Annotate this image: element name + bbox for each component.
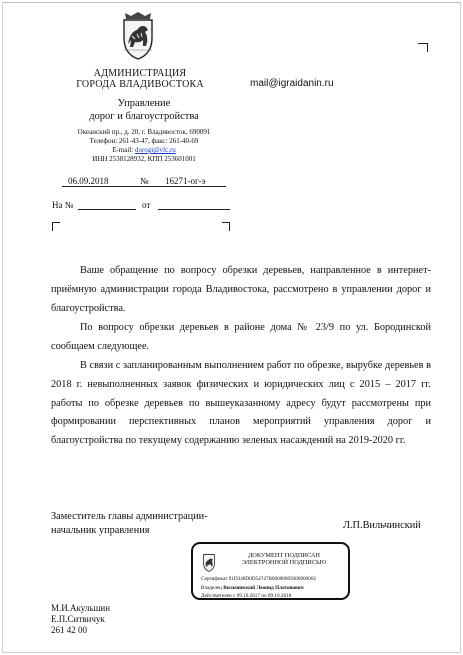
stamp-owner-name: Вильчинский Леонид Платонович xyxy=(223,585,304,591)
reference-number-blank xyxy=(78,209,136,210)
coat-of-arms-icon xyxy=(115,10,161,60)
signatory-name: Л.П.Вильчинский xyxy=(343,520,421,531)
body-paragraph-3: В связи с запланированным выполнением работ по обрезке, вырубке деревьев в 2018 г. невыполненных заявок физических и юридических лиц с 2015 – 2017 гг. работы по обрезке деревьев по вышеуказанному адресу будут рассмотрены при формировании перспективных планов мероприятий управления дорог и благоустройства по текущему содержанию зеленых насаждений на 2019-2020 гг. xyxy=(51,360,431,447)
registration-number-label: № xyxy=(140,176,149,186)
reference-number-label: На № xyxy=(52,200,74,210)
stamp-valid-label: Действителен xyxy=(201,593,234,599)
email-line xyxy=(52,146,236,155)
subject-corner-left xyxy=(52,222,60,231)
org-name-line1: АДМИНИСТРАЦИЯ xyxy=(93,68,187,79)
subject-corner-right xyxy=(222,222,230,231)
email-label: E-mail: xyxy=(112,146,135,154)
stamp-coat-of-arms-icon xyxy=(200,552,218,572)
inn-kpp: ИНН 2538128932, КПП 253601001 xyxy=(92,155,196,163)
body-paragraph-1: Ваше обращение по вопросу обрезки деревьев, направленное в интернет-приёмную администрации города Владивостока, рассмотрено в управлении дорог и благоустройства. xyxy=(51,265,431,314)
stamp-certificate: Сертификат 01D348D0D54747B00000009300000002 xyxy=(201,576,317,582)
stamp-valid-range: с 09.10.2017 по 09.10.2018 xyxy=(233,593,292,599)
page-border-left xyxy=(2,2,3,653)
electronic-signature-stamp xyxy=(191,542,350,600)
phone-fax: Телефон: 261-43-47, факс: 261-40-69 xyxy=(89,137,199,145)
stamp-validity xyxy=(201,593,291,599)
signatory-position-line2: начальник управления xyxy=(51,525,150,536)
address-corner-mark xyxy=(418,43,428,52)
executor-2: Е.П.Ситвичук xyxy=(51,614,105,624)
org-name-line2: ГОРОДА ВЛАДИВОСТОКА xyxy=(76,79,204,90)
page-border-bottom xyxy=(2,652,461,653)
stamp-title-line2: ЭЛЕКТРОННОЙ ПОДПИСЬЮ xyxy=(241,559,327,566)
stamp-owner-label: Владелец xyxy=(201,585,224,591)
executor-1: М.И.Акульшин xyxy=(51,603,111,613)
stamp-owner xyxy=(201,585,304,591)
registration-date: 06.09.2018 xyxy=(68,176,109,186)
registration-number: 16271-ог-э xyxy=(165,176,206,186)
address: Океанский пр., д. 20, г. Владивосток, 690091 xyxy=(77,128,211,136)
page-border-top xyxy=(2,2,461,3)
signatory-position-line1: Заместитель главы администрации- xyxy=(51,511,208,522)
reference-date-label: от xyxy=(142,200,151,210)
department-line2: дорог и благоустройства xyxy=(89,111,199,122)
body-paragraph-2: По вопросу обрезки деревьев в районе дома № 23/9 по ул. Бородинской сообщаем следующее. xyxy=(51,322,431,352)
reference-date-blank xyxy=(158,209,230,210)
recipient-email: mail@igraidanin.ru xyxy=(250,78,334,89)
registration-underline xyxy=(62,186,226,187)
page-border-right xyxy=(460,2,461,653)
department-line1: Управление xyxy=(117,98,171,109)
executor-phone: 261 42 00 xyxy=(51,625,87,635)
stamp-title-line1: ДОКУМЕНТ ПОДПИСАН xyxy=(248,552,320,559)
email-link[interactable]: dorogi@vlc.ru xyxy=(134,146,176,154)
